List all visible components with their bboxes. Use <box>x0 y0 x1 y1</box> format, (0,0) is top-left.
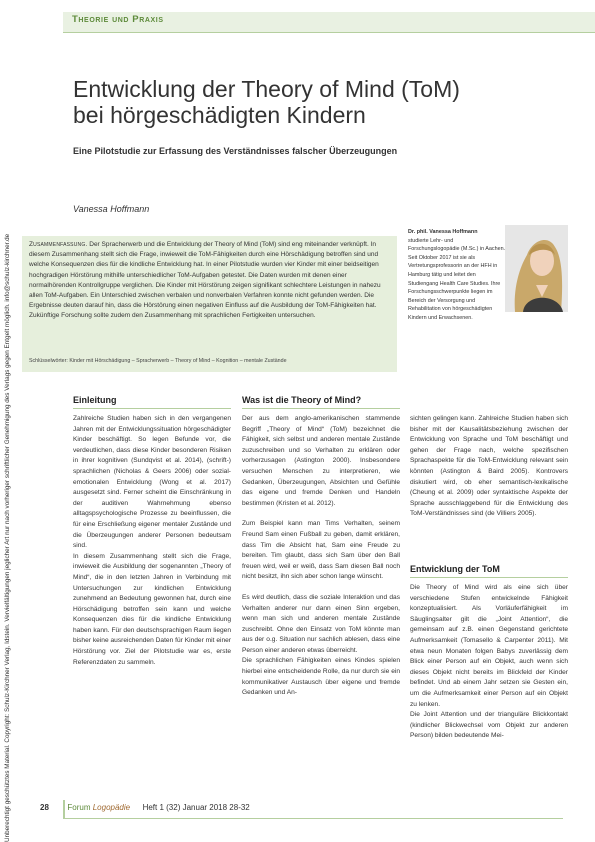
author-bio-text: studierte Lehr- und Forschungslogopädie (M.Sc.) in Aachen. Seit Oktober 2017 ist sie als Vertretungsprofessorin an der HFH in Hamburg tätig und leitet den Studiengang Health Care Studies. Ihre Forschungsschwerpunkte liegen im Bereich der Versorgung und Rehabilitation von hörgeschädigten Kindern und Erwachsenen. <box>408 237 506 321</box>
heading-rule <box>73 408 231 409</box>
paragraph: Der aus dem anglo-amerikanischen stammende Begriff „Theory of Mind“ (ToM) bezeichnet die Fähigkeit, sich selbst und anderen mentale Zustände zuzuschreiben und so Verhalten zu erklären oder vorherzusagen (Astington 2000). Insbesondere versuchen Menschen zu interpretieren, wie Gedanken, Überzeugungen, Absichten und Gefühle das eigene und fremde Denken und Handeln bestimmen (Kristen et al. 2012). <box>242 415 400 507</box>
copyright-notice: Unberechtigt geschütztes Material. Copyright: Schulz-Kirchner Verlag, Idstein. Vervielfältigungen jeglicher Art nur nach vorheriger schriftlicher Genehmigung des Verlags gegen Entgelt möglich. info@schulz-kirchner.de <box>4 233 11 842</box>
paragraph: Die Joint Attention und der trianguläre Blickkontakt (kindlicher Blickwechsel vom Objekt zur anderen Person) bilden bedeutende Mei- <box>410 711 568 740</box>
article-title <box>73 76 513 128</box>
paragraph: Die Theory of Mind wird als eine sich über verschiedene Stufen entwickelnde Fähigkeit konzeptualisiert. Als Vorläuferfähigkeit im Säuglingsalter gilt die „Joint Attention“, die gemeinsam auf z.B. einen Gegenstand gerichtete Aufmerksamkeit (Tomasello & Carpenter 2011). Mit etwa neun Monaten folgen Babys zuverlässig dem Blick einer Person auf ein Objekt, auch wenn sich dieses Objekt nicht bereits im Blickfeld der Kinder befindet. Und ab einem Jahr setzen sie Gesten ein, um die Aufmerksamkeit einer Person auf ein Objekt zu lenken. <box>410 584 568 708</box>
abstract-keywords: Schlüsselwörter: Kinder mit Hörschädigung – Spracherwerb – Theory of Mind – Kognition – mentale Zustände <box>29 358 287 364</box>
abstract-lead: Zusammenfassung. <box>29 241 88 248</box>
abstract-text <box>29 240 391 322</box>
author-photo <box>505 225 568 312</box>
paragraph: In diesem Zusammenhang stellt sich die Frage, inwieweit die Ausbildung der sogenannten „Theory of Mind“, die in den letzten Jahren in Verbindung mit Untersuchungen zur kindlichen Entwicklung zunehmend an Bedeutung gewonnen hat, durch eine Hörschädigung betroffen sein kann und welche Konsequenzen dies für die kindliche Entwicklung haben kann. Für den deutschsprachigen Raum liegen bisher keine ausreichenden Daten für Kinder mit einer Hörstörung vor. Ziel der Pilotstudie war es, erste Referenzdaten zu sammeln. <box>73 552 231 666</box>
footer-divider <box>63 818 563 819</box>
column-2-text <box>242 414 400 699</box>
paragraph: sichten gelingen kann. Zahlreiche Studien haben sich bisher mit der Kausalitätsbeziehung zwischen der Entwicklung von Sprache und ToM beschäftigt und gehen der Frage nach, welche spezifischen Sprachaspekte für die ToM-Entwicklung relevant sein könnten (Astington & Baird 2005). Kontrovers diskutiert wird, ob eher semantisch-lexikalische (Cheung et al. 2009) oder syntaktische Aspekte der Sprache ausschlaggebend für die Entwicklung des ToM-Verständnisses sind (de Villiers 2005). <box>410 415 568 518</box>
article-title-line-1: Entwicklung der Theory of Mind (ToM) <box>73 76 460 102</box>
article-author: Vanessa Hoffmann <box>73 204 150 214</box>
journal-logo: Logopädie <box>92 803 131 812</box>
author-bio <box>408 228 506 323</box>
heading-was-ist-tom: Was ist die Theory of Mind? <box>242 395 362 405</box>
paragraph: Es wird deutlich, dass die soziale Interaktion und das Verhalten anderer nur dann einen Sinn ergeben, wenn man sich und anderen mentale Zustände zuschreibt. Ohne den Einsatz von ToM könnte man aus der o.g. Situation nur sachlich ablesen, dass eine Person einer anderen etwas überreicht. <box>242 593 400 654</box>
issue-info: Heft 1 (32) Januar 2018 28-32 <box>142 803 250 812</box>
page-footer <box>40 803 250 812</box>
paragraph: Zum Beispiel kann man Tims Verhalten, seinem Freund Sam einen Fußball zu geben, damit erklären, dass Tim die Absicht hat, Sam eine Freude zu bereiten. Tim glaubt, dass sich Sam über den Ball freuen wird, weil er weiß, dass Sam diesen Ball noch nicht besitzt, ihn sich aber schon lange wünscht. <box>242 520 400 581</box>
copyright-sidebar <box>0 0 22 842</box>
heading-rule <box>242 408 400 409</box>
section-label: Theorie und Praxis <box>72 14 164 25</box>
paragraph: Zahlreiche Studien haben sich in den vergangenen Jahren mit der Entwicklungssituation hörgeschädigter Kinder beschäftigt. So legen Befunde vor, die verdeutlichen, dass diese Kinder besonderen Risiken in ihrer kognitiven (Sundqvist et al. 2014), (schrift-) sprachlichen (Nicholas & Geers 2006) oder sozial-emotionalen Entwicklung (Wong et al. 2017) ausgesetzt sind. Ferner scheint die Einschränkung in der auditiven Wahrnehmung ebenso alltagspsychologische Prozesse zu beeinflussen, die für eine Erschließung eigener mentaler Zustände und die Überzeugungen anderer Personen bedeutsam sind. <box>73 415 231 550</box>
abstract-body: Der Spracherwerb und die Entwicklung der Theory of Mind (ToM) sind eng miteinander verknüpft. In diesem Zusammenhang stellt sich die Frage, inwieweit die ToM-Fähigkeiten durch eine Hörschädigung betroffen sind und welche Konsequenzen dies für die kindliche Entwicklung hat. In einer Pilotstudie wurden vier Kinder mit einer beidseitigen hochgradigen Hörstörung mithilfe unterschiedlicher ToM-Aufgaben getestet. Die Daten wurden mit denen einer normalhörenden Kontrollgruppe verglichen. Die Kinder mit Hörstörung zeigen signifikant schlechtere Leistungen in nahezu allen ToM-Aufgaben. Ein Unterschied zwischen verbalen und nonverbalen Verfahren konnte nicht gefunden werden. Die Ergebnisse deuten darauf hin, dass die Hörstörung einen negativen Einfluss auf die Ausbildung der ToM-Fähigkeiten hat. Zukünftige Forschung sollte zudem den Zusammenhang mit sprachlichen Fertigkeiten untersuchen. <box>29 241 381 320</box>
heading-entwicklung-tom: Entwicklung der ToM <box>410 564 500 574</box>
header-divider <box>63 32 595 33</box>
heading-einleitung: Einleitung <box>73 395 117 405</box>
column-3-text-top <box>410 414 568 520</box>
author-portrait-image <box>505 225 568 312</box>
paragraph: Die sprachlichen Fähigkeiten eines Kindes spielen hierbei eine entscheidende Rolle, da nur durch sie ein kommunikativer Austausch über eigene und fremde Gedanken und An- <box>242 657 400 697</box>
column-3-text-bottom <box>410 583 568 742</box>
column-1-text <box>73 414 231 668</box>
article-subtitle: Eine Pilotstudie zur Erfassung des Verständnisses falscher Überzeugungen <box>73 146 398 156</box>
journal-forum: Forum <box>67 803 91 812</box>
article-title-line-2: bei hörgeschädigten Kindern <box>73 102 366 128</box>
author-bio-name: Dr. phil. Vanessa Hoffmann <box>408 229 478 235</box>
page-number: 28 <box>40 803 49 812</box>
heading-rule <box>410 577 568 578</box>
